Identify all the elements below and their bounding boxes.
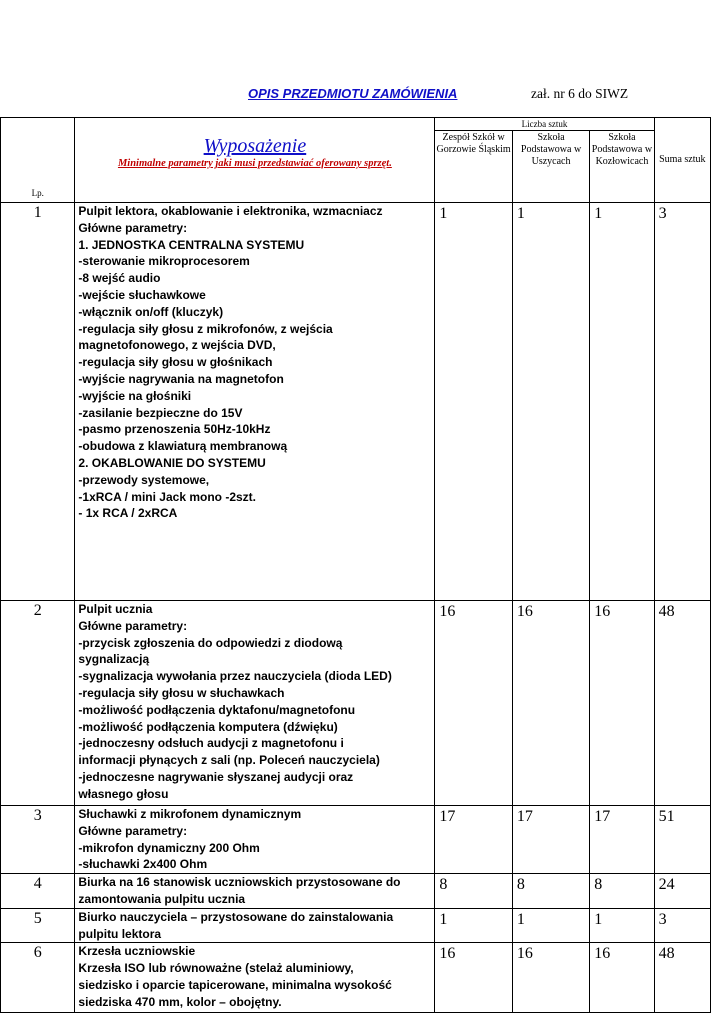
description-line: 2. OKABLOWANIE DO SYSTEMU	[78, 455, 266, 470]
row-description	[75, 806, 435, 874]
row-description	[75, 908, 435, 943]
row-lp: 3	[1, 806, 75, 874]
description-line: magnetofonowego, z wejścia DVD,	[78, 338, 276, 353]
description-line: -jednoczesne nagrywanie słyszanej audycji oraz	[78, 769, 354, 784]
table-row	[1, 601, 711, 806]
row-qty-school-3: 1	[590, 908, 654, 943]
description-line: Biurko nauczyciela – przystosowane do zainstalowania	[78, 909, 394, 924]
description-line: -obudowa z klawiaturą membranową	[78, 439, 288, 454]
row-qty-school-1: 16	[435, 601, 512, 806]
row-lp: 1	[1, 203, 75, 601]
row-qty-school-3: 17	[590, 806, 654, 874]
description-line: Główne parametry:	[78, 823, 188, 838]
header-description	[75, 118, 435, 203]
table-row	[1, 943, 711, 1013]
header-school-1: Zespół Szkół w Gorzowie Śląskim	[435, 131, 512, 203]
document-title: OPIS PRZEDMIOTU ZAMÓWIENIA	[248, 86, 458, 101]
description-line: -słuchawki 2x400 Ohm	[78, 857, 208, 872]
row-lp: 2	[1, 601, 75, 806]
description-line: -8 wejść audio	[78, 271, 161, 286]
row-lp: 4	[1, 874, 75, 909]
row-description	[75, 203, 435, 601]
row-qty-sum: 51	[654, 806, 710, 874]
description-line: -przycisk zgłoszenia do odpowiedzi z diodową	[78, 635, 343, 650]
header-school-2: Szkoła Podstawowa w Uszycach	[512, 131, 589, 203]
description-line: -możliwość podłączenia dyktafonu/magnetofonu	[78, 702, 356, 717]
description-line: Krzesła ISO lub równoważne (stelaż aluminiowy,	[78, 961, 354, 976]
description-line: Główne parametry:	[78, 220, 188, 235]
description-line: -sterowanie mikroprocesorem	[78, 254, 250, 269]
description-line: -regulacja siły głosu z mikrofonów, z wejścia	[78, 321, 333, 336]
row-qty-school-1: 1	[435, 908, 512, 943]
description-line: -1xRCA / mini Jack mono -2szt.	[78, 489, 257, 504]
description-line: pulpitu lektora	[78, 926, 162, 941]
description-line: Krzesła uczniowskie	[78, 944, 196, 959]
table-header-row	[1, 118, 711, 131]
row-qty-school-1: 17	[435, 806, 512, 874]
row-qty-school-3: 1	[590, 203, 654, 601]
row-qty-sum: 3	[654, 908, 710, 943]
row-qty-school-3: 16	[590, 943, 654, 1013]
header-sum: Suma sztuk	[654, 118, 710, 203]
description-line: -jednoczesny odsłuch audycji z magnetofonu i	[78, 736, 344, 751]
description-line: sygnalizacją	[78, 652, 150, 667]
description-line: -włącznik on/off (kluczyk)	[78, 304, 224, 319]
row-qty-school-2: 16	[512, 601, 589, 806]
header-description-subtitle: Minimalne parametry jaki musi przedstawiać oferowany sprzęt.	[117, 158, 392, 169]
row-qty-school-2: 1	[512, 908, 589, 943]
table-row	[1, 203, 711, 601]
row-qty-school-1: 8	[435, 874, 512, 909]
row-lp: 6	[1, 943, 75, 1013]
row-qty-school-2: 16	[512, 943, 589, 1013]
description-line: -regulacja siły głosu w głośnikach	[78, 355, 273, 370]
description-line: informacji płynących z sali (np. Poleceń nauczyciela)	[78, 753, 380, 768]
row-lp: 5	[1, 908, 75, 943]
description-line: 1. JEDNOSTKA CENTRALNA SYSTEMU	[78, 237, 305, 252]
description-line: siedziska 470 mm, kolor – obojętny.	[78, 994, 282, 1009]
description-line: -wyjście nagrywania na magnetofon	[78, 371, 284, 386]
header-count: Liczba sztuk	[435, 118, 654, 131]
table-row	[1, 806, 711, 874]
table-row	[1, 874, 711, 909]
header-school-3: Szkoła Podstawowa w Kozłowicach	[590, 131, 654, 203]
row-qty-school-1: 1	[435, 203, 512, 601]
description-line: -możliwość podłączenia komputera (dźwięku)	[78, 719, 338, 734]
description-line: -zasilanie bezpieczne do 15V	[78, 405, 243, 420]
row-description	[75, 874, 435, 909]
description-line: zamontowania pulpitu ucznia	[78, 891, 246, 906]
description-line: - 1x RCA / 2xRCA	[78, 506, 178, 521]
header-lp: Lp.	[1, 118, 75, 203]
row-description	[75, 601, 435, 806]
row-qty-school-2: 17	[512, 806, 589, 874]
row-qty-sum: 48	[654, 601, 710, 806]
row-qty-school-2: 8	[512, 874, 589, 909]
row-qty-sum: 24	[654, 874, 710, 909]
description-line: Główne parametry:	[78, 618, 188, 633]
table-row	[1, 908, 711, 943]
row-qty-school-3: 16	[590, 601, 654, 806]
description-line: -wyjście na głośniki	[78, 388, 192, 403]
row-qty-school-3: 8	[590, 874, 654, 909]
description-line: -mikrofon dynamiczny 200 Ohm	[78, 840, 260, 855]
description-line: -regulacja siły głosu w słuchawkach	[78, 685, 285, 700]
row-description	[75, 943, 435, 1013]
description-line: Słuchawki z mikrofonem dynamicznym	[78, 807, 302, 821]
description-line: -przewody systemowe,	[78, 472, 210, 487]
description-line: Pulpit ucznia	[78, 602, 153, 616]
description-line: Pulpit lektora, okablowanie i elektronika, wzmacniacz	[78, 204, 383, 218]
row-qty-school-1: 16	[435, 943, 512, 1013]
annex-label: zał. nr 6 do SIWZ	[531, 86, 629, 101]
row-qty-school-2: 1	[512, 203, 589, 601]
header-description-title: Wyposażenie	[203, 135, 307, 157]
document-header	[0, 86, 724, 106]
description-line: własnego głosu	[78, 786, 169, 801]
description-line: -wejście słuchawkowe	[78, 287, 206, 302]
description-line: Biurka na 16 stanowisk uczniowskich przystosowane do	[78, 875, 401, 890]
description-line: -sygnalizacja wywołania przez nauczyciela (dioda LED)	[78, 669, 392, 684]
description-line: siedzisko i oparcie tapicerowane, minimalna wysokość	[78, 977, 392, 992]
row-qty-sum: 48	[654, 943, 710, 1013]
order-table	[0, 117, 711, 1013]
row-qty-sum: 3	[654, 203, 710, 601]
description-line: -pasmo przenoszenia 50Hz-10kHz	[78, 422, 271, 437]
